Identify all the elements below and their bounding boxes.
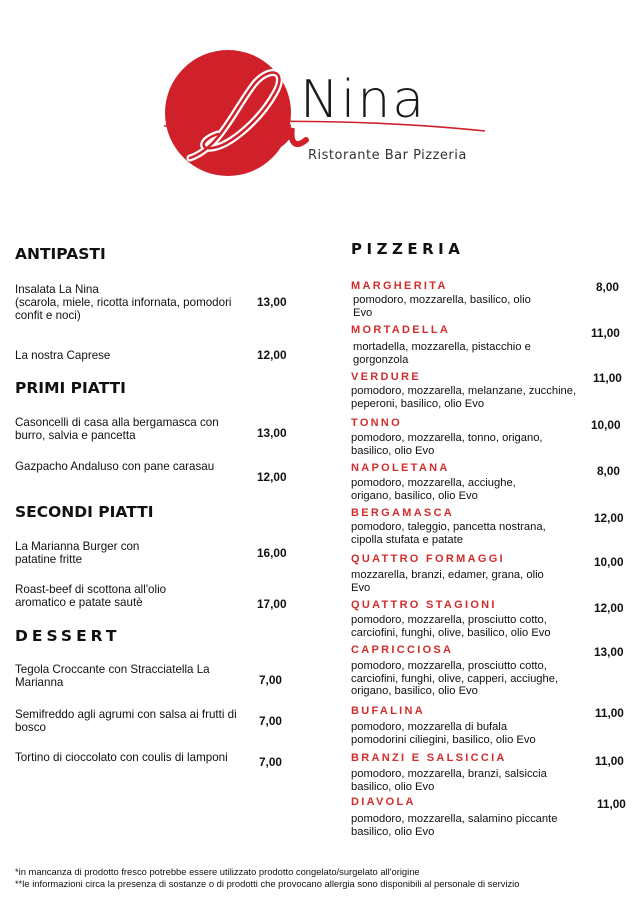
pizza-price: 8,00 [596, 280, 619, 294]
pizza-price: 11,00 [595, 706, 624, 720]
section-title-pizzeria: PIZZERIA [351, 240, 465, 258]
dish-price: 17,00 [257, 597, 287, 611]
pizza-desc: pomodoro, mozzarella, branzi, salsiccia basilico, olio Evo [351, 768, 547, 793]
dish-price: 13,00 [257, 295, 287, 309]
section-title-antipasti: ANTIPASTI [15, 245, 106, 263]
dish-casoncelli: Casoncelli di casa alla bergamasca con burro, salvia e pancetta [15, 416, 219, 442]
pizza-price: 10,00 [591, 418, 621, 432]
section-title-secondi: SECONDI PIATTI [15, 503, 154, 521]
dish-gazpacho: Gazpacho Andaluso con pane carasau [15, 460, 215, 473]
pizza-name: MARGHERITA [351, 280, 448, 292]
section-title-primi: PRIMI PIATTI [15, 379, 126, 397]
pizza-price: 10,00 [594, 555, 624, 569]
dish-price: 7,00 [259, 714, 282, 728]
pizza-price: 8,00 [597, 464, 620, 478]
dish-price: 13,00 [257, 426, 287, 440]
footnotes [15, 866, 635, 890]
pizza-price: 12,00 [594, 511, 624, 525]
logo-red-circle [165, 50, 291, 176]
pizza-name: BERGAMASCA [351, 507, 455, 519]
pizza-name: TONNO [351, 417, 403, 429]
pizza-name: QUATTRO STAGIONI [351, 599, 497, 611]
dish-tortino: Tortino di cioccolato con coulis di lamponi [15, 751, 228, 764]
pizza-desc: pomodoro, mozzarella, prosciutto cotto, carciofini, funghi, olive, basilico, olio Evo [351, 614, 551, 639]
pizza-desc: mortadella, mozzarella, pistacchio e gorgonzola [353, 341, 531, 366]
dish-price: 16,00 [257, 546, 287, 560]
restaurant-logo [160, 48, 490, 178]
dish-roast-beef: Roast-beef di scottona all'olio aromatico e patate sautè [15, 583, 167, 609]
pizza-desc: pomodoro, mozzarella, melanzane, zucchine, peperoni, basilico, olio Evo [351, 385, 577, 410]
dish-price: 7,00 [259, 755, 282, 769]
pizza-desc: pomodoro, mozzarella, salamino piccante basilico, olio Evo [351, 813, 558, 838]
pizza-desc: pomodoro, mozzarella, basilico, olio Evo [353, 294, 531, 319]
logo-name: Nina [300, 70, 427, 130]
dish-caprese: La nostra Caprese [15, 349, 111, 362]
dish-insalata-la-nina [15, 283, 255, 322]
pizza-price: 11,00 [593, 371, 622, 385]
dish-semifreddo: Semifreddo agli agrumi con salsa ai frutti di bosco [15, 708, 237, 734]
pizza-desc: mozzarella, branzi, edamer, grana, olio Evo [351, 569, 544, 594]
dish-name: Insalata La Nina [15, 283, 99, 296]
pizza-price: 12,00 [594, 601, 624, 615]
dish-price: 12,00 [257, 348, 287, 362]
pizza-price: 11,00 [591, 326, 620, 340]
pizza-name: VERDURE [351, 371, 421, 383]
pizza-price: 11,00 [597, 797, 626, 811]
dish-desc: (scarola, miele, ricotta infornata, pomodori confit e noci) [15, 296, 232, 322]
section-title-dessert: DESSERT [15, 627, 121, 645]
pizza-desc: pomodoro, mozzarella di bufala pomodorini ciliegini, basilico, olio Evo [351, 721, 536, 746]
footnote-allergens: **le informazioni circa la presenza di sostanze o di prodotti che provocano allergia sono disponibili al personale di servizio [15, 878, 520, 889]
dish-price: 7,00 [259, 673, 282, 687]
pizza-desc: pomodoro, mozzarella, tonno, origano, basilico, olio Evo [351, 432, 543, 457]
pizza-name: MORTADELLA [351, 324, 451, 336]
pizza-price: 13,00 [594, 645, 624, 659]
pizza-name: QUATTRO FORMAGGI [351, 553, 505, 565]
footnote-frozen: *in mancanza di prodotto fresco potrebbe essere utilizzato prodotto congelato/surgelato all'origine [15, 866, 420, 877]
logo-subtitle: Ristorante Bar Pizzeria [308, 148, 467, 163]
pizza-name: BUFALINA [351, 705, 426, 717]
pizza-name: DIAVOLA [351, 796, 416, 808]
pizza-name: BRANZI E SALSICCIA [351, 752, 507, 764]
pizza-name: CAPRICCIOSA [351, 644, 454, 656]
dish-tegola-croccante: Tegola Croccante con Stracciatella La Marianna [15, 663, 210, 689]
pizza-desc: pomodoro, mozzarella, prosciutto cotto, carciofini, funghi, olive, capperi, acciughe, origano, basilico, olio Evo [351, 660, 559, 698]
dish-price: 12,00 [257, 470, 287, 484]
pizza-desc: pomodoro, taleggio, pancetta nostrana, cipolla stufata e patate [351, 521, 546, 546]
pizza-desc: pomodoro, mozzarella, acciughe, origano, basilico, olio Evo [351, 477, 516, 502]
dish-marianna-burger: La Marianna Burger con patatine fritte [15, 540, 140, 566]
pizza-price: 11,00 [595, 754, 624, 768]
pizza-name: NAPOLETANA [351, 462, 450, 474]
